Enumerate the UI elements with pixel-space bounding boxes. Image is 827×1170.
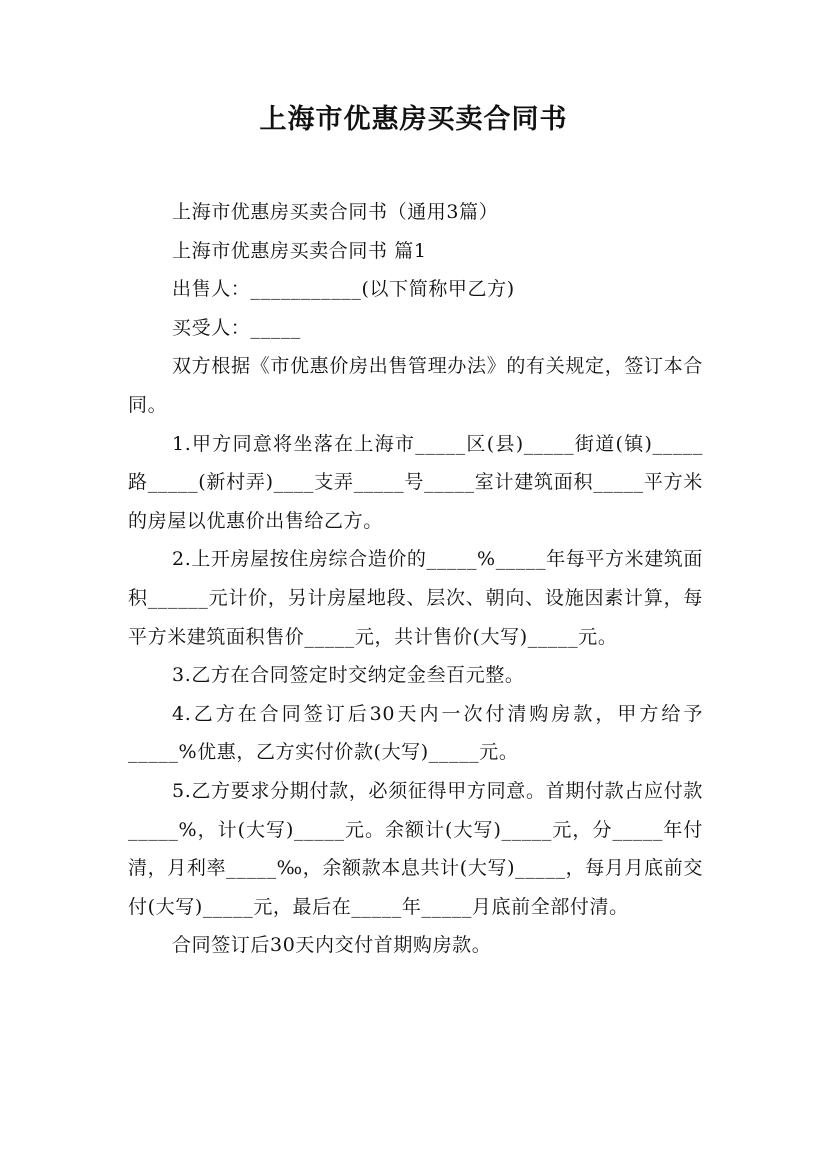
document-title: 上海市优惠房买卖合同书 [259,104,568,135]
paragraph-clause-1: 1.甲方同意将坐落在上海市_____区(县)_____街道(镇)_____路_____(新村弄)____支弄_____号_____室计建筑面积_____平方米的房屋以优惠价出售给乙方。 [128,432,703,532]
paragraph-clause-4: 4.乙方在合同签订后30天内一次付清购房款，甲方给予_____%优惠，乙方实付价款(大写)_____元。 [128,702,703,764]
paragraph-collection-title: 上海市优惠房买卖合同书（通用3篇） [172,201,499,223]
paragraph-section-title: 上海市优惠房买卖合同书 篇1 [172,239,427,262]
paragraph-clause-3: 3.乙方在合同签定时交纳定金叁百元整。 [172,664,525,687]
paragraph-clause-2: 2.上开房屋按住房综合造价的_____%_____年每平方米建筑面积______元计价，另计房屋地段、层次、朝向、设施因素计算，每平方米建筑面积售价_____元，共计售价(大写)_____元。 [128,548,703,648]
paragraph-preamble: 双方根据《市优惠价房出售管理办法》的有关规定，签订本合同。 [128,355,703,416]
paragraph-buyer: 买受人：_____ [172,316,301,339]
paragraph-seller: 出售人：___________(以下简称甲乙方) [172,278,515,301]
paragraph-first-payment: 合同签订后30天内交付首期购房款。 [172,934,492,957]
document-body [128,193,703,965]
paragraph-clause-5: 5.乙方要求分期付款，必须征得甲方同意。首期付款占应付款_____%，计(大写)_____元。余额计(大写)_____元，分_____年付清，月利率_____‰，余额款本息共计(大写)_____，每月月底前交付(大写)_____元，最后在_____年_____月底前全部付清。 [128,779,703,918]
